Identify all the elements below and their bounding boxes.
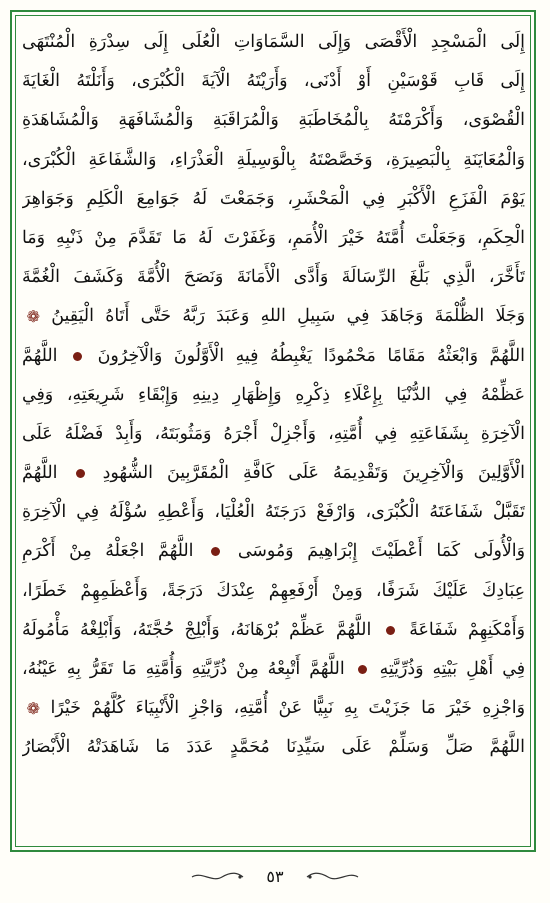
line-5-text: يَوْمَ الْفَزَعِ الْأَكْبَرِ فِي الْمَحْشَرِ، وَجَمَعْتَ لَهُ جَوَامِعَ الْكَلِمِ وَجَوَاهِرَ (22, 188, 525, 209)
text-line-6 (22, 219, 525, 258)
text-line-2 (22, 62, 525, 101)
flower-ornament-icon: ❁ (26, 306, 40, 326)
line-3-text: الْقُصْوَى، وَأَكْرَمْتَهُ بِالْمُخَاطَبَةِ وَالْمُرَاقَبَةِ وَالْمُشَافَهَةِ وَالْمُشَاهَدَةِ (22, 110, 525, 131)
flourish-left-icon (190, 870, 245, 884)
text-line-5 (22, 180, 525, 219)
line-4-text: وَالْمُعَايَنَةِ بِالْبَصِيرَةِ، وَخَصَّصْتَهُ بِالْوَسِيلَةِ الْعَذْرَاءِ، وَالشَّفَاعَةِ الْكُبْرَى، (22, 149, 525, 170)
line-16-text: وَأَمْكَنِهِمْ شَفَاعَةً (409, 619, 525, 640)
text-line-8 (22, 297, 525, 336)
flourish-right-icon (305, 870, 360, 884)
line-17-text: فِي أَهْلِ بَيْتِهِ وَذُرِّيَّتِهِ (379, 659, 525, 679)
line-9-tail: اللَّهُمَّ (22, 345, 58, 366)
text-line-1 (22, 23, 525, 62)
line-2-text: إِلَى قَابِ قَوْسَيْنِ أَوْ أَدْنَى، وَأَرَيْتَهُ الْآيَةَ الْكُبْرَى، وَأَنَلْتَهُ الْغَايَةَ (22, 71, 525, 92)
text-line-11 (22, 415, 525, 454)
text-line-19 (22, 728, 525, 767)
text-line-12 (22, 454, 525, 493)
text-line-3 (22, 101, 525, 140)
line-7-text: تَأَخَّرَ، الَّذِي بَلَّغَ الرِّسَالَةَ وَأَدَّى الْأَمَانَةَ وَنَصَحَ الْأُمَّةَ وَكَشَفَ الْغُمَّةَ (22, 267, 525, 288)
line-14-tail: اللَّهُمَّ اجْعَلْهُ مِنْ أَكْرَمِ (22, 541, 194, 562)
line-9-text: اللَّهُمَّ وَابْعَثْهُ مَقَامًا مَحْمُودًا يَغْبِطُهُ فِيهِ الْأَوَّلُونَ وَالْآخِرُونَ (97, 345, 525, 366)
line-10-text: عَظِّمْهُ فِي الدُّنْيَا بِإِعْلَاءِ ذِكْرِهِ وَإِظْهَارِ دِينِهِ وَإِبْقَاءِ شَرِيعَتِهِ، وَفِي (22, 384, 525, 405)
line-1-text: إِلَى الْمَسْجِدِ الْأَقْصَى وَإِلَى السَّمَاوَاتِ الْعُلَى إِلَى سِدْرَةِ الْمُنْتَهَى (22, 32, 525, 52)
round-dot-icon (211, 547, 220, 556)
line-15-text: عِبَادِكَ عَلَيْكَ شَرَفًا، وَمِنْ أَرْفَعِهِمْ عِنْدَكَ دَرَجَةً، وَأَعْظَمِهِمْ خَطَرًا، (22, 580, 525, 601)
text-line-17 (22, 650, 525, 689)
text-line-10 (22, 376, 525, 415)
line-14-text: وَالْأُولَى كَمَا أَعْطَيْتَ إِبْرَاهِيمَ وَمُوسَى (237, 541, 525, 562)
round-dot-icon (73, 352, 82, 361)
text-line-16 (22, 611, 525, 650)
line-18-text: وَاجْزِهِ خَيْرَ مَا جَزَيْتَ بِهِ نَبِيًّا عَنْ أُمَّتِهِ، وَاجْزِ الْأَنْبِيَاءَ كُلَّهُمْ خَيْرًا (50, 698, 525, 719)
text-line-13 (22, 493, 525, 532)
text-line-7 (22, 258, 525, 297)
text-line-18 (22, 689, 525, 728)
line-12-text: الْأَوَّلِينَ وَالْآخِرِينَ وَتَقْدِيمَهُ عَلَى كَافَّةِ الْمُقَرَّبِينَ الشُّهُودِ (102, 463, 525, 484)
line-12-tail: اللَّهُمَّ (22, 463, 58, 484)
round-dot-icon (358, 665, 367, 674)
text-line-9 (22, 337, 525, 376)
line-16-tail: اللَّهُمَّ عَظِّمْ بُرْهَانَهُ، وَأَبْلِجْ حُجَّتَهُ، وَأَبْلِغْهُ مَأْمُولَهُ (22, 619, 372, 640)
line-6-text: الْحِكَمِ، وَجَعَلْتَ أُمَّتَهُ خَيْرَ الْأُمَمِ، وَغَفَرْتَ لَهُ مَا تَقَدَّمَ مِنْ ذَنْبِهِ وَمَا (22, 227, 525, 248)
line-19-text: اللَّهُمَّ صَلِّ وَسَلِّمْ عَلَى سَيِّدِنَا مُحَمَّدٍ عَدَدَ مَا شَاهَدَتْهُ الْأَبْصَارُ (22, 737, 525, 758)
text-line-14 (22, 532, 525, 571)
prayer-text (22, 23, 525, 768)
line-17-tail: اللَّهُمَّ أَتْبِعْهُ مِنْ ذُرِّيَّتِهِ وَأُمَّتِهِ مَا تَقَرُّ بِهِ عَيْنُهُ، (22, 659, 345, 679)
line-8-text: وَجَلَا الظُّلْمَةَ وَجَاهَدَ فِي سَبِيلِ اللهِ وَعَبَدَ رَبَّهُ حَتَّى أَتَاهُ الْيَقِينُ (51, 306, 525, 327)
line-11-text: الْآخِرَةِ بِشَفَاعَتِهِ فِي أُمَّتِهِ، وَأَجْزِلْ أَجْرَهُ وَمَثُوبَتَهُ، وَأَبِدْ فَضْلَهُ عَلَى (22, 423, 525, 444)
line-13-text: تَقَبَّلْ شَفَاعَتَهُ الْكُبْرَى، وَارْفَعْ دَرَجَتَهُ الْعُلْيَا، وَأَعْطِهِ سُؤْلَهُ فِي الْآخِرَةِ (22, 502, 525, 523)
flower-ornament-icon: ❁ (26, 698, 40, 718)
text-line-4 (22, 141, 525, 180)
round-dot-icon (76, 469, 85, 478)
text-line-15 (22, 572, 525, 611)
round-dot-icon (386, 626, 395, 635)
page-footer (0, 862, 550, 892)
page-number: ٥٣ (266, 867, 284, 886)
